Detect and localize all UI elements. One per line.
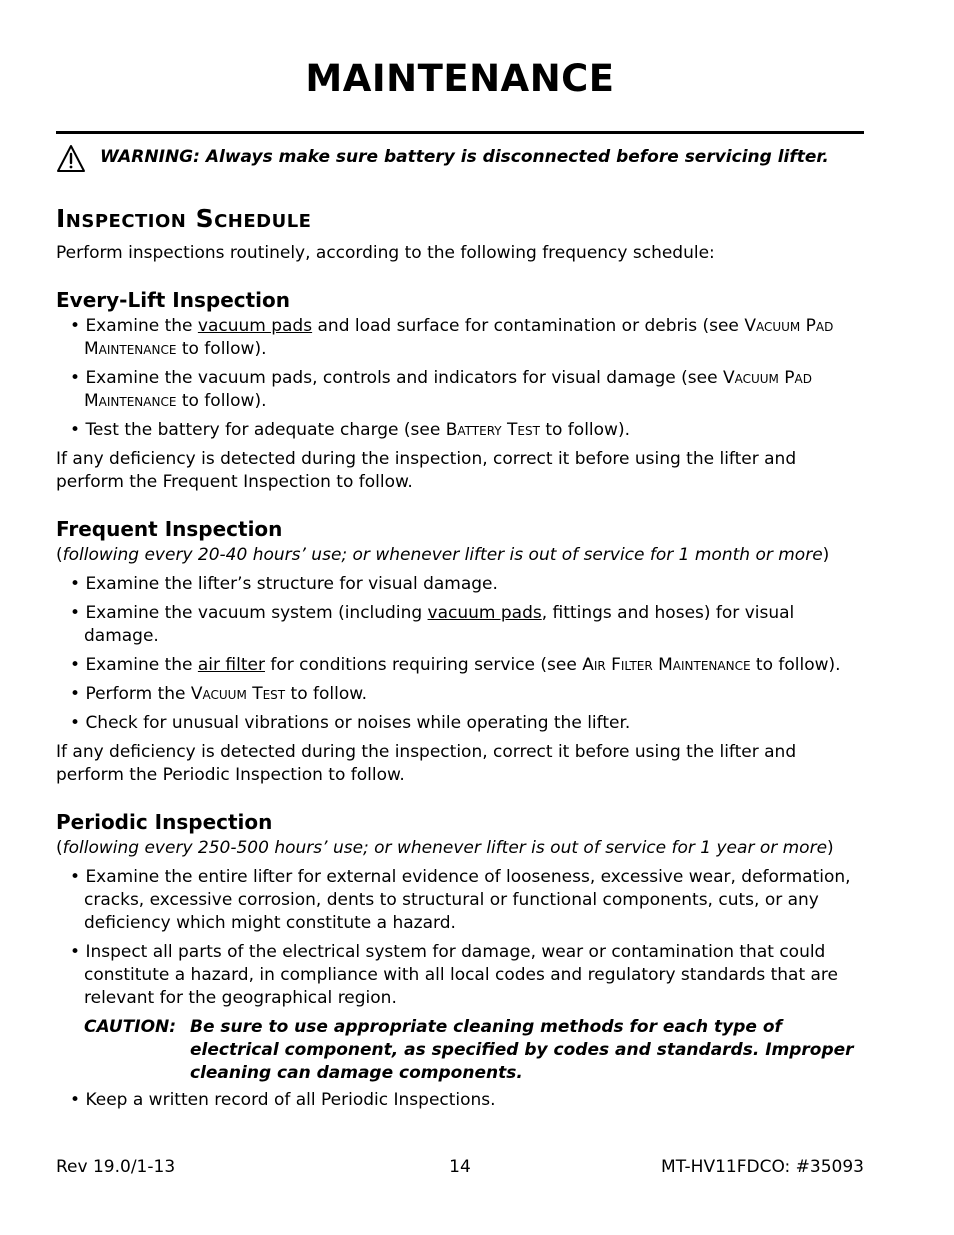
footer-revision: Rev 19.0/1-13 bbox=[56, 1157, 176, 1177]
frequent-interval: (following every 20-40 hours’ use; or whenever lifter is out of service for 1 month or more) bbox=[56, 545, 830, 565]
list-item: • Perform the Vacuum Test to follow. bbox=[70, 684, 367, 704]
vacuum-pads-link[interactable]: vacuum pads bbox=[427, 603, 542, 623]
list-item: • Examine the vacuum system (including vacuum pads, fittings and hoses) for visual damage. bbox=[70, 603, 795, 646]
list-item: • Examine the vacuum pads and load surface for contamination or debris (see Vacuum Pad Maintenance to follow). bbox=[70, 316, 834, 359]
content-flow bbox=[56, 242, 864, 1118]
caution-text: Be sure to use appropriate cleaning methods for each type of electrical component, as specified by codes and standards. Improper cleaning can damage components. bbox=[190, 1017, 854, 1083]
footer-document-id: MT-HV11FDCO: #35093 bbox=[661, 1157, 864, 1177]
caution-label: CAUTION: bbox=[84, 1017, 177, 1037]
page-title: MAINTENANCE bbox=[305, 57, 615, 100]
vacuum-pads-link[interactable]: vacuum pads bbox=[197, 316, 313, 336]
periodic-heading: Periodic Inspection bbox=[56, 810, 273, 834]
caution-notice bbox=[84, 1016, 864, 1085]
list-item: • Examine the vacuum pads, controls and indicators for visual damage (see Vacuum Pad Maintenance to follow). bbox=[70, 368, 812, 411]
list-item: • Examine the entire lifter for external evidence of looseness, excessive wear, deformation, cracks, excessive corrosion, dents to structural or functional components, cuts, or any deficiency which might constitute a hazard. bbox=[70, 867, 851, 933]
list-item: • Inspect all parts of the electrical system for damage, wear or contamination that could constitute a hazard, in compliance with all local codes and regulatory standards that are relevant for the geographical region. bbox=[70, 942, 839, 1008]
list-item: • Examine the lifter’s structure for visual damage. bbox=[70, 574, 498, 594]
list-item: • Examine the air filter for conditions requiring service (see Air Filter Maintenance to follow). bbox=[70, 655, 841, 675]
footer-page-number: 14 bbox=[449, 1157, 471, 1177]
section-intro: Perform inspections routinely, according to the following frequency schedule: bbox=[56, 243, 715, 263]
list-item: • Test the battery for adequate charge (see Battery Test to follow). bbox=[70, 420, 630, 440]
every-lift-note: If any deficiency is detected during the inspection, correct it before using the lifter and perform the Frequent Inspection to follow. bbox=[56, 449, 797, 492]
title-divider bbox=[56, 131, 864, 134]
periodic-interval: (following every 250-500 hours’ use; or whenever lifter is out of service for 1 year or more) bbox=[56, 838, 834, 858]
xref-battery-test: Battery Test bbox=[445, 420, 540, 440]
xref-vacuum-pad-maintenance: Vacuum Pad Maintenance bbox=[84, 368, 812, 411]
warning-triangle-icon bbox=[56, 144, 86, 174]
list-item: • Keep a written record of all Periodic Inspections. bbox=[70, 1090, 496, 1110]
frequent-note: If any deficiency is detected during the inspection, correct it before using the lifter and perform the Periodic Inspection to follow. bbox=[56, 742, 797, 785]
frequent-heading: Frequent Inspection bbox=[56, 517, 283, 541]
air-filter-link[interactable]: air filter bbox=[197, 655, 265, 675]
page bbox=[56, 0, 864, 1110]
xref-air-filter-maintenance: Air Filter Maintenance bbox=[582, 655, 751, 675]
every-lift-heading: Every-Lift Inspection bbox=[56, 288, 291, 312]
xref-vacuum-test: Vacuum Test bbox=[190, 684, 286, 704]
section-title: Inspection Schedule bbox=[56, 204, 312, 233]
list-item: • Check for unusual vibrations or noises while operating the lifter. bbox=[70, 713, 631, 733]
warning-text: WARNING: Always make sure battery is disconnected before servicing lifter. bbox=[100, 147, 829, 167]
xref-vacuum-pad-maintenance: Vacuum Pad Maintenance bbox=[84, 316, 834, 359]
